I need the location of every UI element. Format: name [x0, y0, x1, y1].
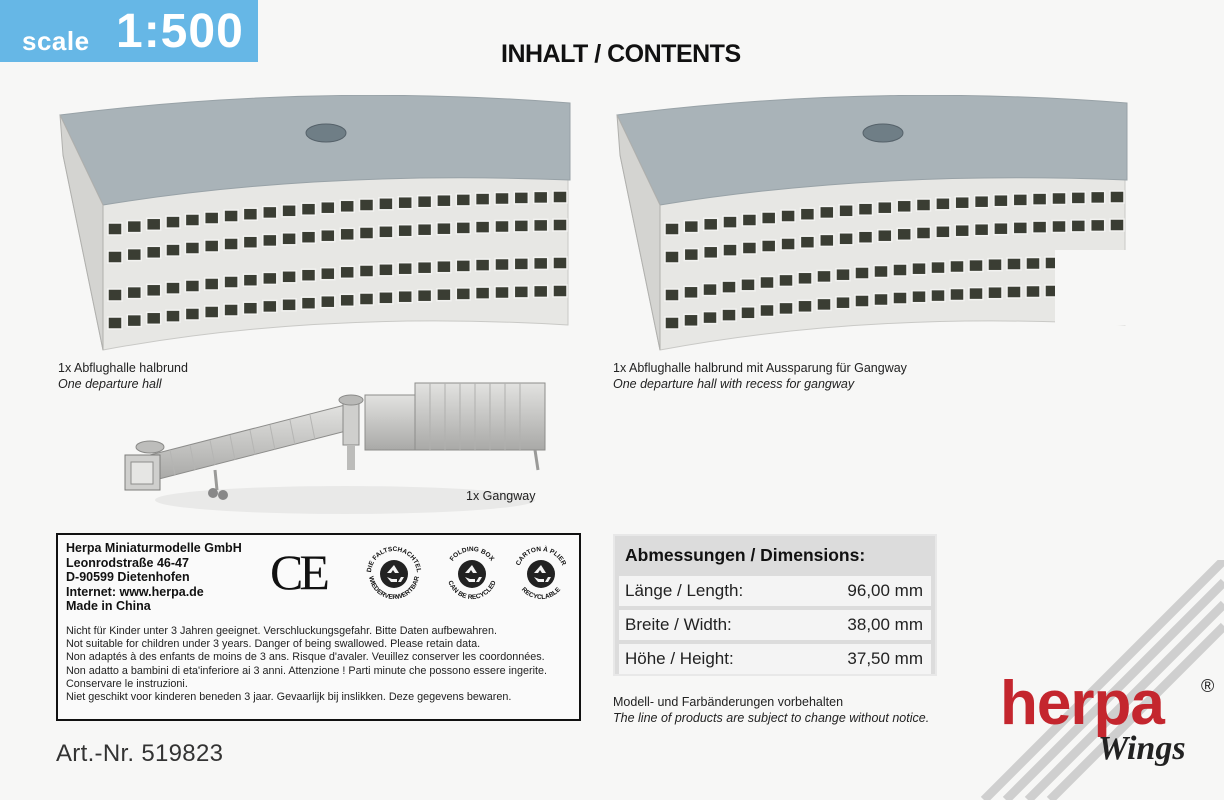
safety-warnings — [66, 625, 547, 704]
dimension-value: 38,00 mm — [847, 615, 923, 634]
dimensions-table — [613, 534, 937, 676]
caption-de: 1x Abflughalle halbrund mit Aussparung für Gangway — [613, 361, 907, 375]
departure-hall-recess-drawing — [615, 95, 1130, 355]
recycle-icon — [441, 543, 503, 605]
recycle-text-top: CARTON À PLIER — [514, 545, 568, 567]
company-internet: Internet: www.herpa.de — [66, 584, 204, 599]
change-disclaimer — [613, 694, 929, 726]
herpa-logo: herpa — [1000, 669, 1164, 738]
caption-en: One departure hall with recess for gangway — [613, 377, 855, 391]
dimension-label: Länge / Length: — [625, 581, 744, 600]
article-number: Art.-Nr. 519823 — [56, 740, 224, 767]
svg-text:RECYCLABLE — [520, 586, 563, 601]
recycle-icon — [510, 543, 572, 605]
dimension-row-width — [619, 610, 931, 640]
disclaimer-de: Modell- und Farbänderungen vorbehalten — [613, 695, 844, 709]
dimension-label: Höhe / Height: — [625, 649, 734, 668]
dimension-row-height — [619, 644, 931, 674]
departure-hall-drawing — [58, 95, 573, 355]
registered-mark: ® — [1201, 676, 1215, 696]
company-address — [66, 541, 242, 614]
warning-fr: Non adaptés à des enfants de moins de 3 ans. Risque d'avaler. Veuillez conserver les coordonnées. — [66, 651, 545, 664]
recycle-text-top: DIE FALTSCHACHTEL — [365, 545, 422, 573]
caption-de: 1x Abflughalle halbrund — [58, 361, 188, 375]
dimension-value: 96,00 mm — [847, 581, 923, 600]
recycle-text-top: FOLDING BOX — [448, 545, 496, 563]
warning-it-2: Conservare le instruzioni. — [66, 677, 188, 690]
company-street: Leonrodstraße 46-47 — [66, 555, 189, 570]
manufacturer-info-box — [56, 533, 581, 721]
dimension-value: 37,50 mm — [847, 649, 923, 668]
warning-de: Nicht für Kinder unter 3 Jahren geeignet. Verschluckungsgefahr. Bitte Daten aufbewahren. — [66, 625, 497, 637]
warning-nl: Niet geschikt voor kinderen beneden 3 jaar. Gevaarlijk bij inslikken. Deze gegevens bewaren. — [66, 691, 512, 704]
warning-it: Non adatto a bambini di eta'inferiore ai 3 anni. Attenzione ! Parti minute che possono essere ingerite. — [66, 664, 548, 677]
recycle-icon — [363, 543, 425, 605]
disclaimer-en: The line of products are subject to change without notice. — [613, 711, 930, 725]
warning-en: Not suitable for children under 3 years. Danger of being swallowed. Please retain data. — [66, 638, 481, 651]
wings-logo: Wings — [1098, 730, 1186, 767]
recycle-text-bottom: WIEDERVERWERTBAR — [367, 575, 421, 602]
caption-en: One departure hall — [58, 377, 162, 391]
page-title: INHALT / CONTENTS — [501, 40, 741, 68]
item-caption-hall-recess — [613, 360, 907, 392]
scale-badge — [0, 0, 258, 62]
dimension-label: Breite / Width: — [625, 615, 732, 634]
recycle-text-bottom: CAN BE RECYCLED — [446, 579, 498, 602]
company-origin: Made in China — [66, 599, 151, 613]
recycle-text-bottom: RECYCLABLE — [519, 586, 563, 602]
scale-word: scale — [22, 26, 90, 56]
dimensions-title: Abmessungen / Dimensions: — [625, 545, 866, 565]
company-city: D-90599 Dietenhofen — [66, 570, 190, 584]
company-name: Herpa Miniaturmodelle GmbH — [66, 541, 242, 555]
dimension-row-length — [619, 576, 931, 606]
item-caption-gangway: 1x Gangway — [466, 489, 536, 503]
ce-mark: CE — [270, 544, 326, 600]
scale-ratio: 1:500 — [116, 5, 244, 58]
